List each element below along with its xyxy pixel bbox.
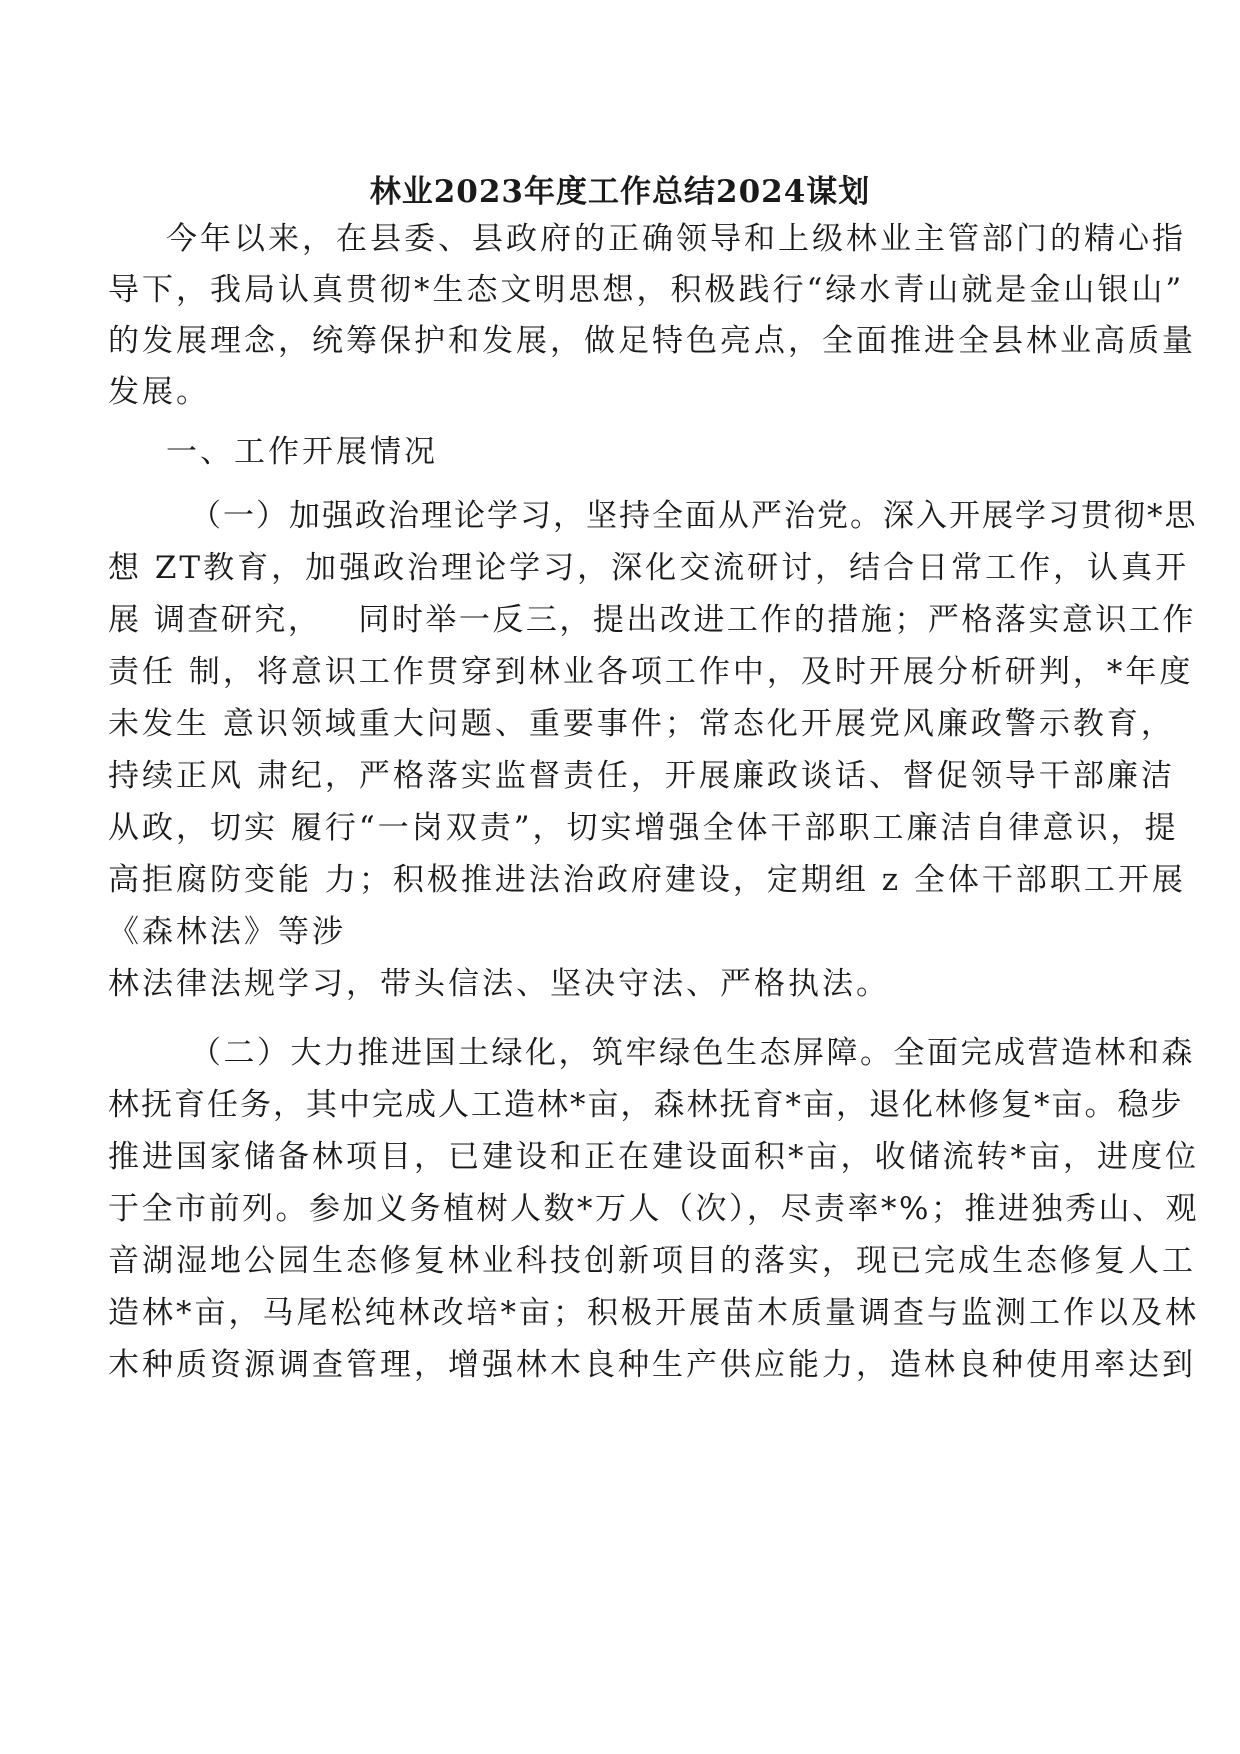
paragraph-line: 想 ZT教育，加强政治理论学习，深化交流研讨，结合日常工作，认真开: [108, 550, 1190, 586]
paragraph-line: 林抚育任务，其中完成人工造林*亩，森林抚育*亩，退化林修复*亩。稳步: [108, 1087, 1184, 1123]
paragraph-line: 的发展理念，统筹保护和发展，做足特色亮点，全面推进全县林业高质量: [108, 323, 1196, 359]
document-title: 林业2023年度工作总结2024谋划: [369, 174, 871, 210]
paragraph-line: 持续正风 肃纪，严格落实监督责任，开展廉政谈话、督促领导干部廉洁: [108, 758, 1175, 794]
paragraph-line: 音湖湿地公园生态修复林业科技创新项目的落实，现已完成生态修复人工: [108, 1243, 1196, 1279]
paragraph-line: 于全市前列。参加义务植树人数*万人（次），尽责率*%；推进独秀山、观: [108, 1191, 1199, 1227]
paragraph-line: 责任 制，将意识工作贯穿到林业各项工作中，及时开展分析研判，*年度: [108, 654, 1194, 690]
paragraph-line: （二）大力推进国土绿化，筑牢绿色生态屏障。全面完成营造林和森: [190, 1035, 1195, 1071]
paragraph-line: 高拒腐防变能 力；积极推进法治政府建设，定期组 z 全体干部职工开展: [108, 862, 1186, 898]
paragraph-line: 导下，我局认真贯彻*生态文明思想，积极践行“绿水青山就是金山银山”: [108, 272, 1185, 308]
paragraph-line: 造林*亩，马尾松纯林改培*亩；积极开展苗木质量调查与监测工作以及林: [108, 1295, 1199, 1331]
paragraph-line: 《森林法》等涉: [108, 914, 346, 950]
paragraph-line: 林法律法规学习，带头信法、坚决守法、严格执法。: [108, 966, 890, 1002]
paragraph-line: 展 调查研究， 同时举一反三，提出改进工作的措施；严格落实意识工作: [108, 602, 1196, 638]
paragraph-line: 今年以来，在县委、县政府的正确领导和上级林业主管部门的精心指: [166, 221, 1186, 257]
section-heading: 一、工作开展情况: [166, 434, 438, 470]
paragraph-line: 发展。: [108, 374, 210, 410]
paragraph-line: 木种质资源调查管理，增强林木良种生产供应能力，造林良种使用率达到: [108, 1347, 1196, 1383]
paragraph-line: （一）加强政治理论学习，坚持全面从严治党。深入开展学习贯彻*思: [190, 498, 1198, 534]
paragraph-line: 未发生 意识领域重大问题、重要事件；常态化开展党风廉政警示教育，: [108, 706, 1175, 742]
paragraph-line: 从政，切实 履行“一岗双责”，切实增强全体干部职工廉洁自律意识，提: [108, 810, 1179, 846]
paragraph-line: 推进国家储备林项目，已建设和正在建设面积*亩，收储流转*亩，进度位: [108, 1139, 1199, 1175]
